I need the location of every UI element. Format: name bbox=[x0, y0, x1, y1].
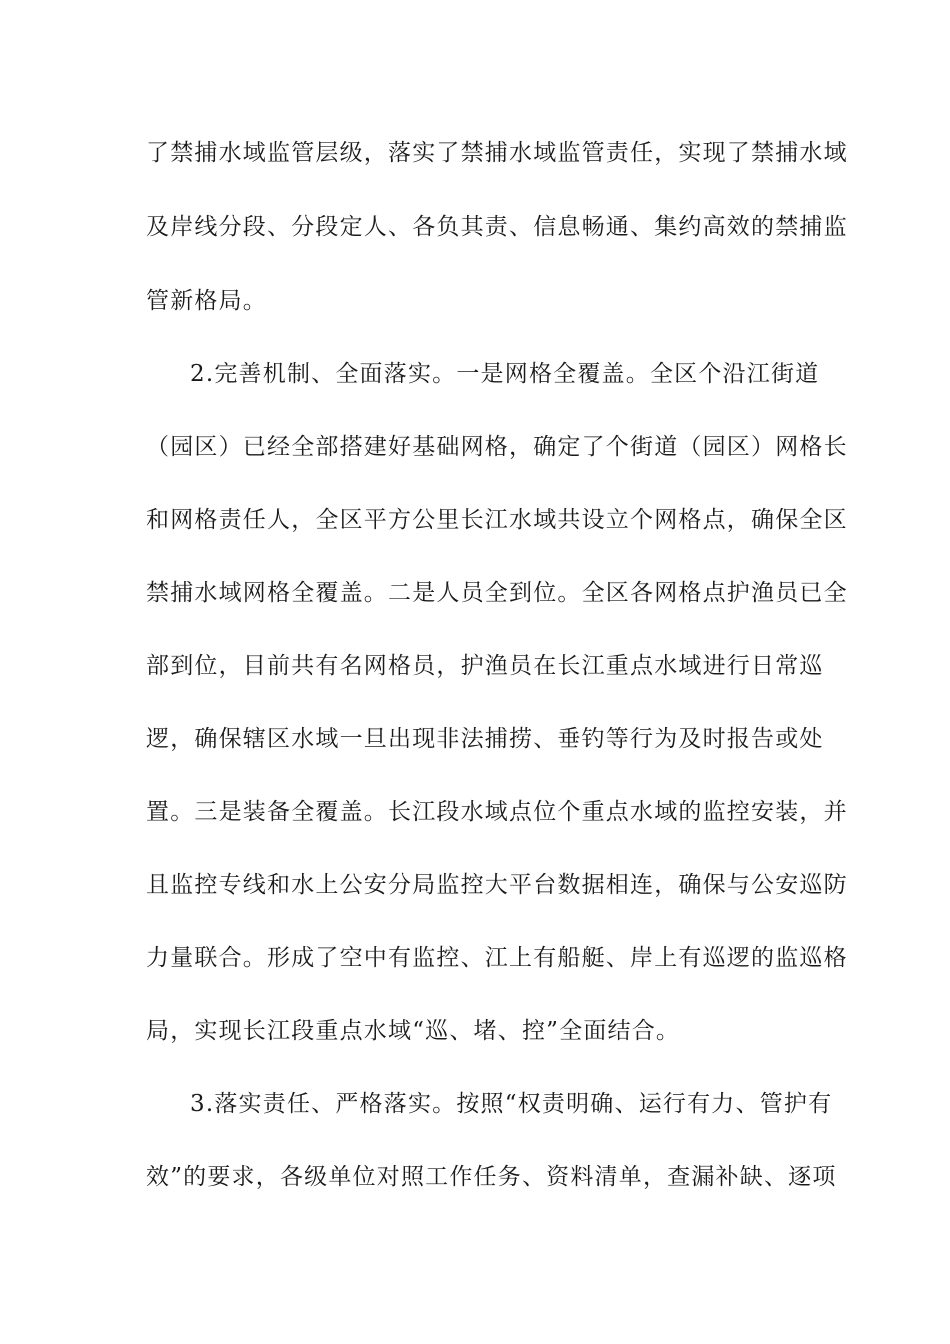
text-line: 置。三是装备全覆盖。长江段水域点位个重点水域的监控安装，并 bbox=[146, 799, 848, 825]
text-line: 效”的要求，各级单位对照工作任务、资料清单，查漏补缺、逐项 bbox=[146, 1164, 837, 1190]
text-line: 和网格责任人，全区平方公里长江水域共设立个网格点，确保全区 bbox=[146, 507, 848, 533]
text-line: 及岸线分段、分段定人、各负其责、信息畅通、集约高效的禁捕监 bbox=[146, 214, 848, 240]
text-line: 管新格局。 bbox=[146, 288, 267, 314]
text-line: 部到位，目前共有名网格员，护渔员在长江重点水域进行日常巡 bbox=[146, 653, 824, 679]
text-line: 禁捕水域网格全覆盖。二是人员全到位。全区各网格点护渔员已全 bbox=[146, 580, 848, 606]
paragraph-start-line: 2.完善机制、全面落实。一是网格全覆盖。全区个沿江街道 bbox=[190, 361, 820, 387]
text-line: 局，实现长江段重点水域“巡、堵、控”全面结合。 bbox=[146, 1018, 681, 1044]
text-line: 了禁捕水域监管层级，落实了禁捕水域监管责任，实现了禁捕水域 bbox=[146, 140, 848, 166]
text-line: 且监控专线和水上公安分局监控大平台数据相连，确保与公安巡防 bbox=[146, 872, 848, 898]
text-line: 力量联合。形成了空中有监控、江上有船艇、岸上有巡逻的监巡格 bbox=[146, 945, 848, 971]
paragraph-start-line: 3.落实责任、严格落实。按照“权责明确、运行有力、管护有 bbox=[190, 1091, 833, 1117]
text-line: 逻，确保辖区水域一旦出现非法捕捞、垂钓等行为及时报告或处 bbox=[146, 726, 824, 752]
text-line: （园区）已经全部搭建好基础网格，确定了个街道（园区）网格长 bbox=[146, 434, 848, 460]
